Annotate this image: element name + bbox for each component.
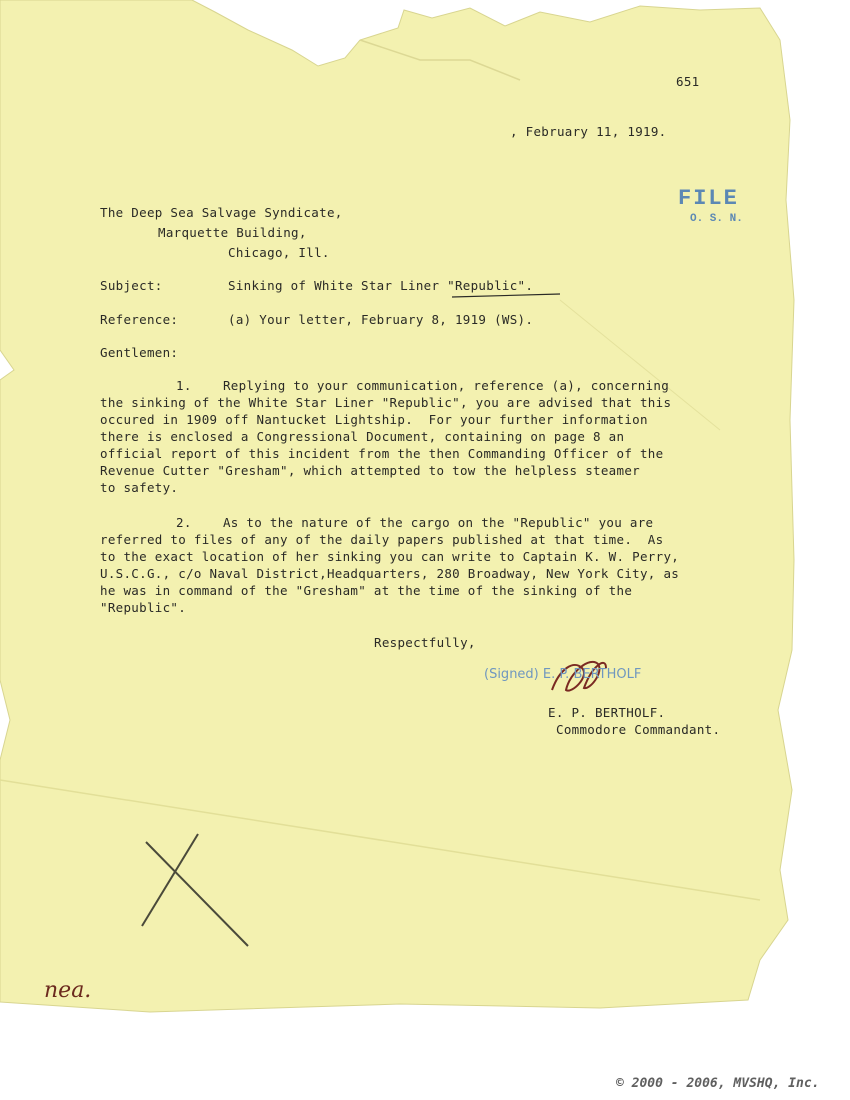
closing: Respectfully, bbox=[374, 635, 476, 650]
paragraph-2-line: "Republic". bbox=[100, 600, 187, 615]
file-stamp-word: FILE bbox=[678, 186, 739, 211]
addressee-line: The Deep Sea Salvage Syndicate, bbox=[100, 205, 343, 220]
paragraph-1-line: the sinking of the White Star Liner "Republic", you are advised that this bbox=[100, 395, 672, 410]
signer-title: Commodore Commandant. bbox=[556, 722, 721, 737]
subject-label: Subject: bbox=[100, 278, 163, 293]
paragraph-1-line: occured in 1909 off Nantucket Lightship. For your further information bbox=[100, 412, 648, 427]
addressee-line: Marquette Building, bbox=[158, 225, 307, 240]
paragraph-2-line: U.S.C.G., c/o Naval District,Headquarters, 280 Broadway, New York City, as bbox=[100, 566, 680, 581]
paragraph-2-line: 2. As to the nature of the cargo on the "Republic" you are bbox=[176, 515, 654, 530]
addressee-line: Chicago, Ill. bbox=[228, 245, 330, 260]
file-stamp-initials: O. S. N. bbox=[690, 213, 743, 225]
paragraph-1-line: to safety. bbox=[100, 480, 179, 495]
copyright-notice: © 2000 - 2006, MVSHQ, Inc. bbox=[616, 1076, 820, 1091]
reference-label: Reference: bbox=[100, 312, 179, 327]
salutation: Gentlemen: bbox=[100, 345, 179, 360]
handwritten-note: nea. bbox=[44, 978, 92, 1003]
signed-stamp: (Signed) E. P. BERTHOLF bbox=[484, 667, 642, 682]
paragraph-1-line: there is enclosed a Congressional Document, containing on page 8 an bbox=[100, 429, 625, 444]
letter-date: , February 11, 1919. bbox=[510, 124, 667, 139]
subject-text: Sinking of White Star Liner "Republic". bbox=[228, 278, 534, 293]
paragraph-1-line: official report of this incident from the then Commanding Officer of the bbox=[100, 446, 664, 461]
paragraph-2-line: referred to files of any of the daily papers published at that time. As bbox=[100, 532, 664, 547]
reference-text: (a) Your letter, February 8, 1919 (WS). bbox=[228, 312, 534, 327]
paragraph-1-line: 1. Replying to your communication, reference (a), concerning bbox=[176, 378, 670, 393]
paragraph-2-line: he was in command of the "Gresham" at the time of the sinking of the bbox=[100, 583, 633, 598]
file-stamp bbox=[678, 188, 739, 210]
page-number: 651 bbox=[676, 74, 700, 89]
paragraph-1-line: Revenue Cutter "Gresham", which attempted to tow the helpless steamer bbox=[100, 463, 640, 478]
paragraph-2-line: to the exact location of her sinking you can write to Captain K. W. Perry, bbox=[100, 549, 680, 564]
signer-name: E. P. BERTHOLF. bbox=[548, 705, 666, 720]
